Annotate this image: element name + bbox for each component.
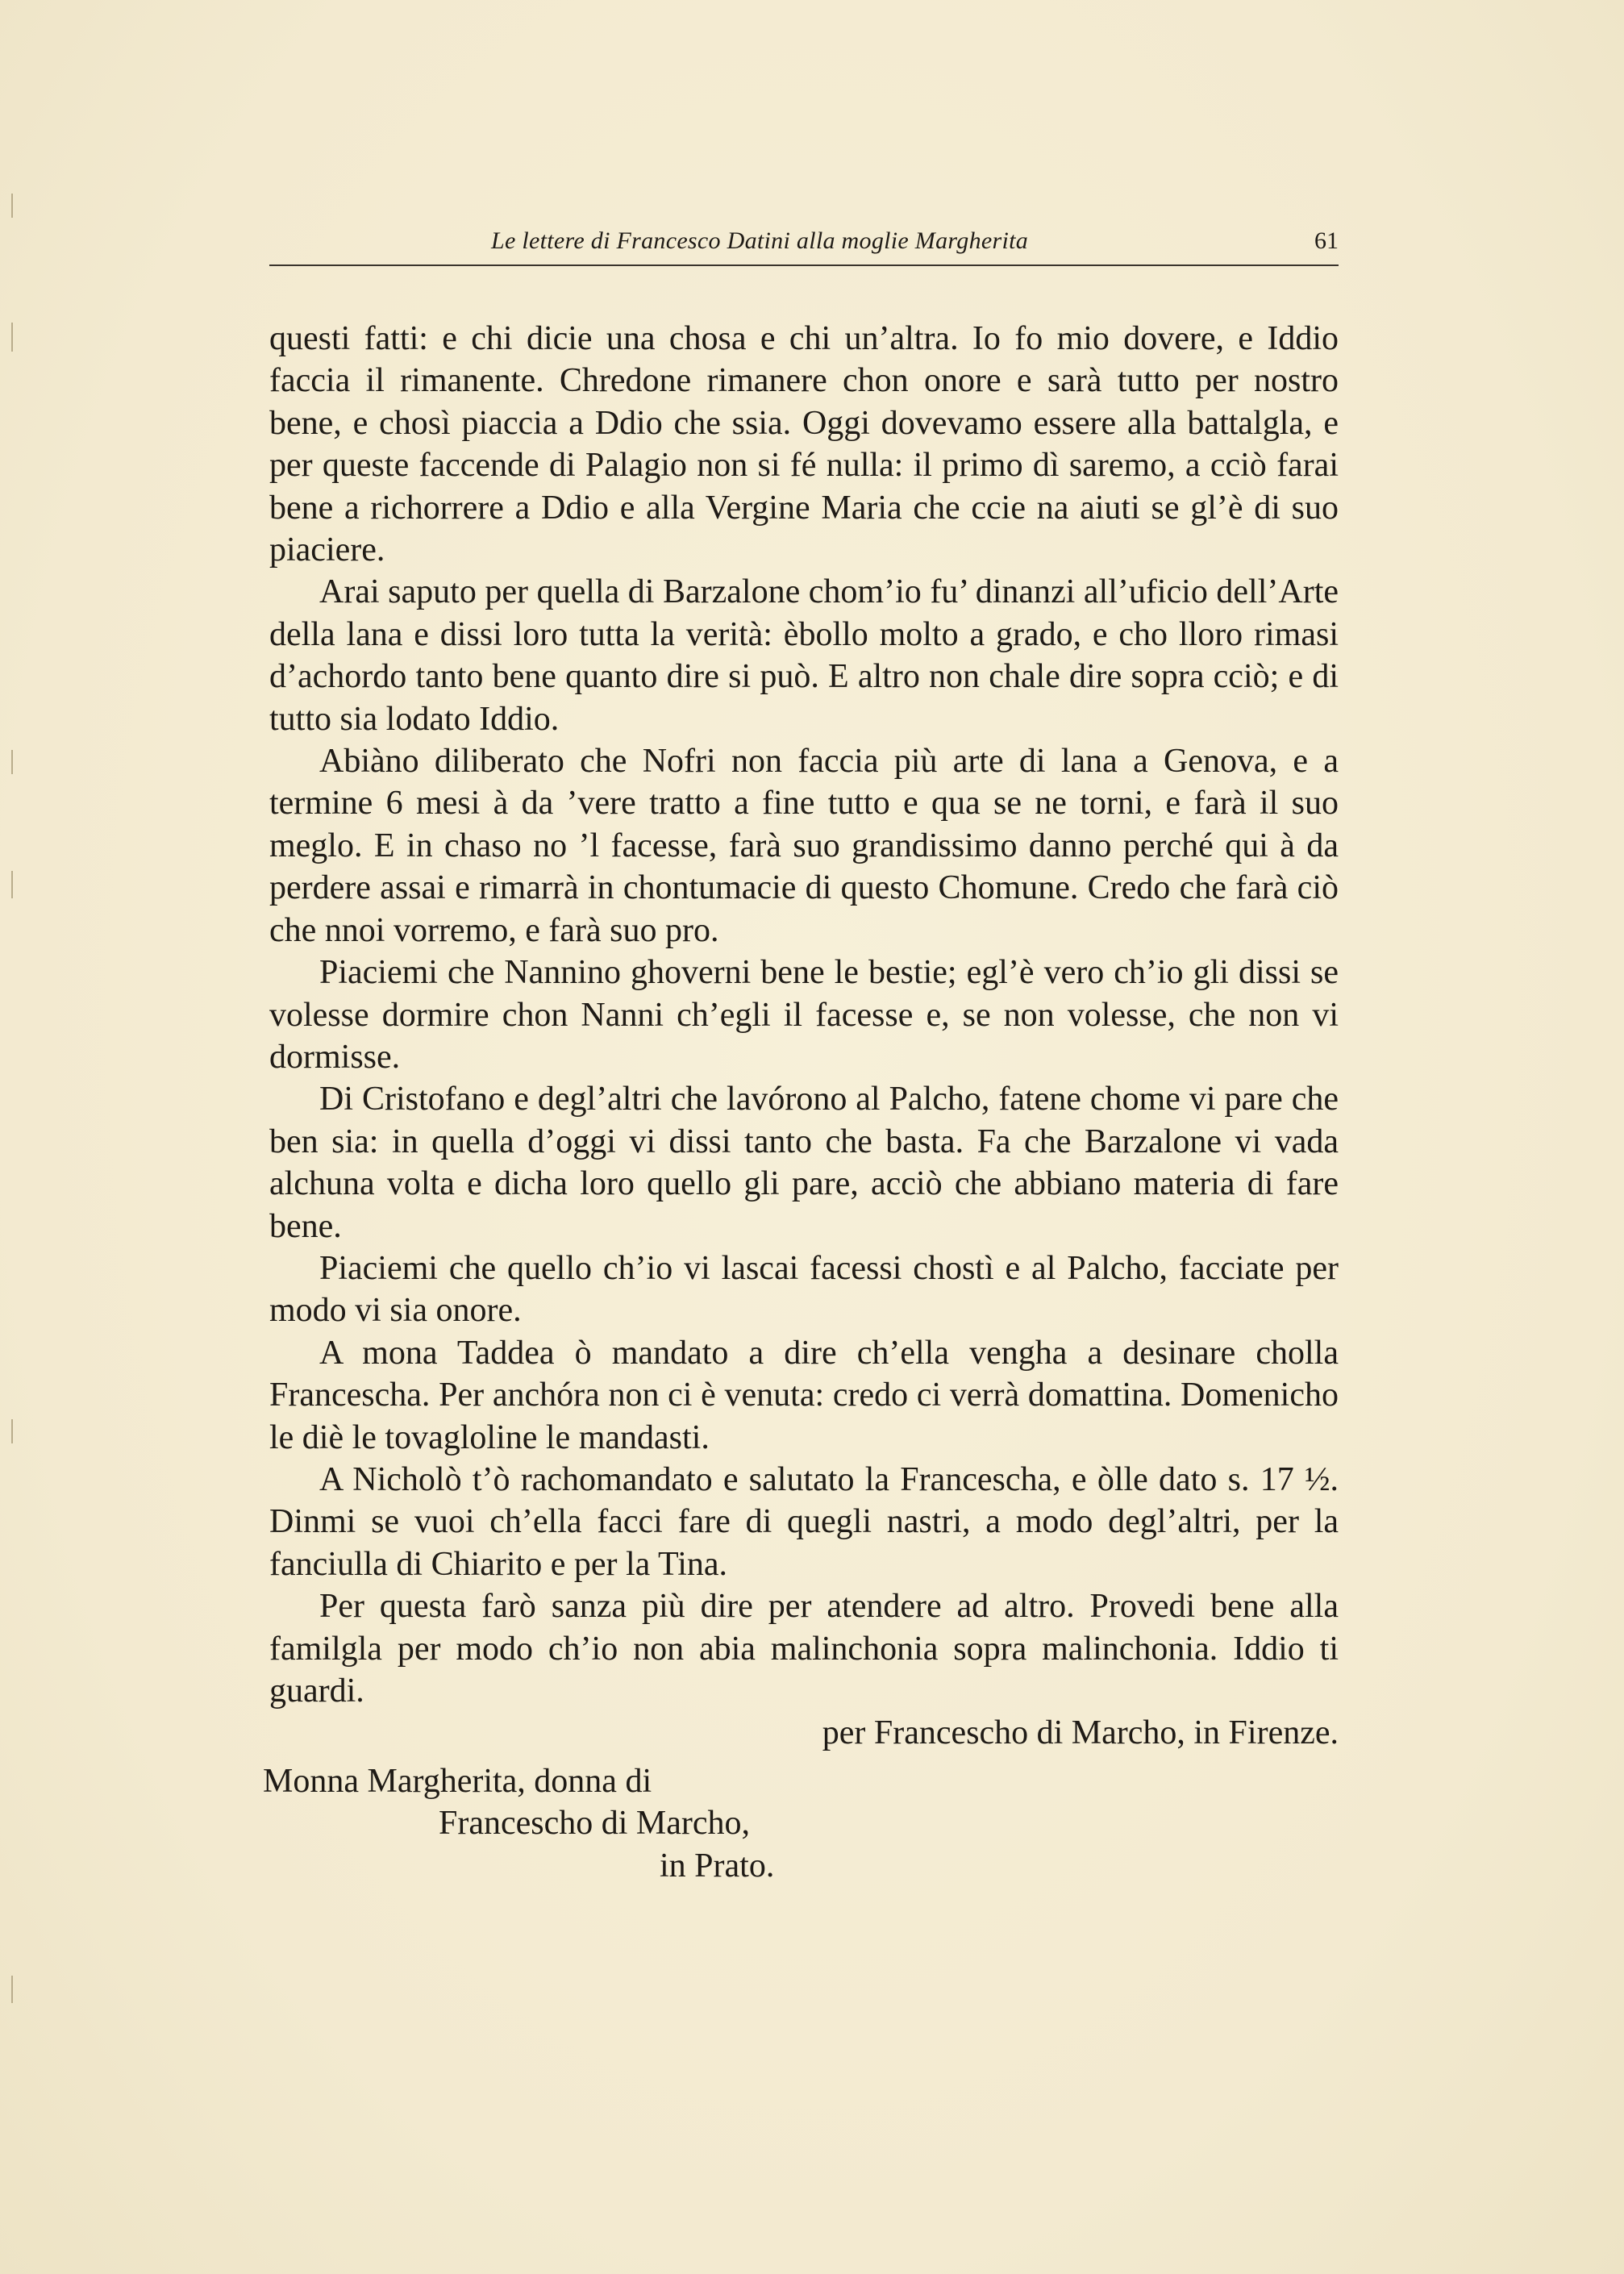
address-block bbox=[263, 1760, 774, 1887]
paragraph: Piaciemi che quello ch’io vi lascai facessi chostì e al Palcho, facciate per modo vi sia onore. bbox=[269, 1249, 1339, 1330]
paragraph: questi fatti: e chi dicie una chosa e chi un’altra. Io fo mio dovere, e Iddio faccia il rimanente. Chredone rimanere chon onore e sarà tutto per nostro bene, e chosì piaccia a Ddio che ssia. Oggi dovevamo essere alla battalgla, e per queste faccende di Palagio non si fé nulla: il primo dì saremo, a cciò farai bene a richorrere a Ddio e alla Vergine Maria che ccie na aiuti se gl’è di suo piaciere. bbox=[269, 320, 1339, 569]
letter-body bbox=[269, 318, 1339, 1755]
paragraph: Per questa farò sanza più dire per atendere ad altro. Provedi bene alla familgla per modo ch’io non abia malinchonia sopra malinchonia. Iddio ti guardi. bbox=[269, 1588, 1339, 1710]
address-line-place: in Prato. bbox=[660, 1847, 775, 1885]
signature: per Francescho di Marcho, in Firenze. bbox=[822, 1714, 1339, 1752]
page-number: 61 bbox=[1314, 227, 1339, 254]
paragraph: Abiàno diliberato che Nofri non faccia più arte di lana a Genova, e a termine 6 mesi à da ’vere tratto a fine tutto e qua se ne torni, e farà il suo meglo. E in chaso no ’l facesse, farà suo grandissimo danno perché qui à da perdere assai e rimarrà in chontumacie di questo Chomune. Credo che farà ciò che nnoi vorremo, e farà suo pro. bbox=[269, 743, 1339, 949]
address-line-recipient: Monna Margherita, donna di bbox=[263, 1763, 652, 1800]
paragraph: Piaciemi che Nannino ghoverni bene le bestie; egl’è vero ch’io gli dissi se volesse dormire chon Nanni ch’egli il facesse e, se non volesse, che non vi dormisse. bbox=[269, 954, 1339, 1076]
paragraph: A mona Taddea ò mandato a dire ch’ella vengha a desinare cholla Francescha. Per anchóra non ci è venuta: credo ci verrà domattina. Domenicho le diè le tovagloline le mandasti. bbox=[269, 1334, 1339, 1456]
margin-mark bbox=[11, 750, 13, 774]
address-line-household: Francescho di Marcho, bbox=[439, 1805, 751, 1843]
paragraph: Di Cristofano e degl’altri che lavórono al Palcho, fatene chome vi pare che ben sia: in quella d’oggi vi dissi tanto che basta. Fa che Barzalone vi vada alchuna volta e dicha loro quello gli pare, acciò che abbiano materia di fare bene. bbox=[269, 1081, 1339, 1245]
paragraph: Arai saputo per quella di Barzalone chom’io fu’ dinanzi all’uficio dell’Arte della lana e dissi loro tutta la verità: èbollo molto a grado, e cho lloro rimasi d’achordo tanto bene quanto dire si può. E altro non chale dire sopra cciò; e di tutto sia lodato Iddio. bbox=[269, 573, 1339, 738]
margin-mark bbox=[11, 1976, 13, 2003]
running-header bbox=[269, 223, 1339, 266]
margin-mark bbox=[11, 871, 13, 898]
paragraph: A Nicholò t’ò rachomandato e salutato la Francescha, e òlle dato s. 17 ½. Dinmi se vuoi ch’ella facci fare di quegli nastri, a modo degl’altri, per la fanciulla di Chiarito e per la Tina. bbox=[269, 1460, 1339, 1583]
margin-mark bbox=[11, 323, 13, 352]
margin-mark bbox=[11, 1419, 13, 1443]
running-title: Le lettere di Francesco Datini alla moglie Margherita bbox=[490, 227, 1029, 254]
margin-mark bbox=[11, 194, 13, 218]
